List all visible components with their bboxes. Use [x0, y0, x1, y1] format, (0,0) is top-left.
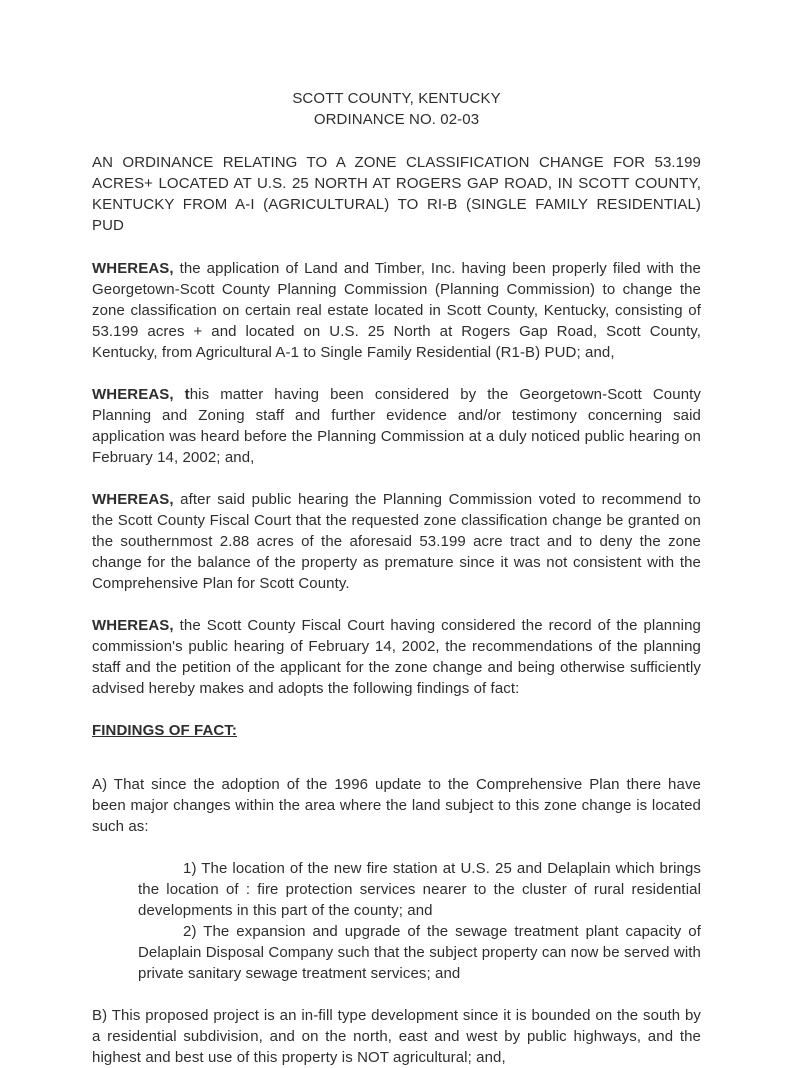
ordinance-number: ORDINANCE NO. 02-03 — [313, 111, 480, 128]
whereas-body-3: after said public hearing the Planning Commission voted to recommend to the Scott County Fiscal Court that the requested zone classification change be granted on the southernmost 2.88 acres of the aforesaid 53.199 acre tract and to deny the zone change for the balance of the property as premature since it was not consistent with the Comprehensive Plan for Scott County. — [92, 491, 701, 592]
finding-sub-item-2: 2) The expansion and upgrade of the sewage treatment plant capacity of Delaplain Disposal Company such that the subject property can now be served with private sanitary sewage treatment services; and — [138, 923, 701, 982]
whereas-paragraph-2 — [92, 384, 701, 468]
document-title: SCOTT COUNTY, KENTUCKY — [292, 90, 501, 107]
whereas-body-4: the Scott County Fiscal Court having considered the record of the planning commission's public hearing of February 14, 2002, the recommendations of the planning staff and the petition of the applicant for the zone change and being otherwise sufficiently advised hereby makes and adopts the following findings of fact: — [92, 617, 701, 697]
finding-a-paragraph: A) That since the adoption of the 1996 update to the Comprehensive Plan there have been major changes within the area where the land subject to this zone change is located such as: — [92, 776, 701, 835]
ordinance-heading: AN ORDINANCE RELATING TO A ZONE CLASSIFICATION CHANGE FOR 53.199 ACRES+ LOCATED AT U.S. 25 NORTH AT ROGERS GAP ROAD, IN SCOTT COUNTY, KENTUCKY FROM A-I (AGRICULTURAL) TO RI-B (SINGLE FAMILY RESIDENTIAL) PUD — [92, 154, 701, 234]
finding-sub-item-1: 1) The location of the new fire station at U.S. 25 and Delaplain which brings the location of : fire protection services nearer to the cluster of rural residential developments in this part of the county; and — [138, 860, 701, 919]
finding-a-sub-items — [138, 858, 701, 984]
document-title-block — [92, 88, 701, 130]
finding-b-paragraph: B) This proposed project is an in-fill type development since it is bounded on the south by a residential subdivision, and on the north, east and west by public highways, and the highest and best use of this property is NOT agricultural; and, — [92, 1007, 701, 1066]
whereas-lead-4: WHEREAS, — [92, 617, 174, 634]
whereas-lead-1: WHEREAS, — [92, 260, 174, 277]
whereas-paragraph-1 — [92, 258, 701, 363]
whereas-paragraph-4 — [92, 615, 701, 699]
findings-of-fact-heading: FINDINGS OF FACT: — [92, 722, 238, 739]
whereas-lead-3: WHEREAS, — [92, 491, 174, 508]
whereas-paragraph-3 — [92, 489, 701, 594]
whereas-body-1: the application of Land and Timber, Inc. having been properly filed with the Georgetown-Scott County Planning Commission (Planning Commission) to change the zone classification on certain real estate located in Scott County, Kentucky, consisting of 53.199 acres + and located on U.S. 25 North at Rogers Gap Road, Scott County, Kentucky, from Agricultural A-1 to Single Family Residential (R1-B) PUD; and, — [92, 260, 701, 361]
whereas-lead-2: WHEREAS, t — [92, 386, 190, 403]
whereas-body-2: his matter having been considered by the Georgetown-Scott County Planning and Zoning staff and further evidence and/or testimony concerning said application was heard before the Planning Commission at a duly noticed public hearing on February 14, 2002; and, — [92, 386, 702, 466]
